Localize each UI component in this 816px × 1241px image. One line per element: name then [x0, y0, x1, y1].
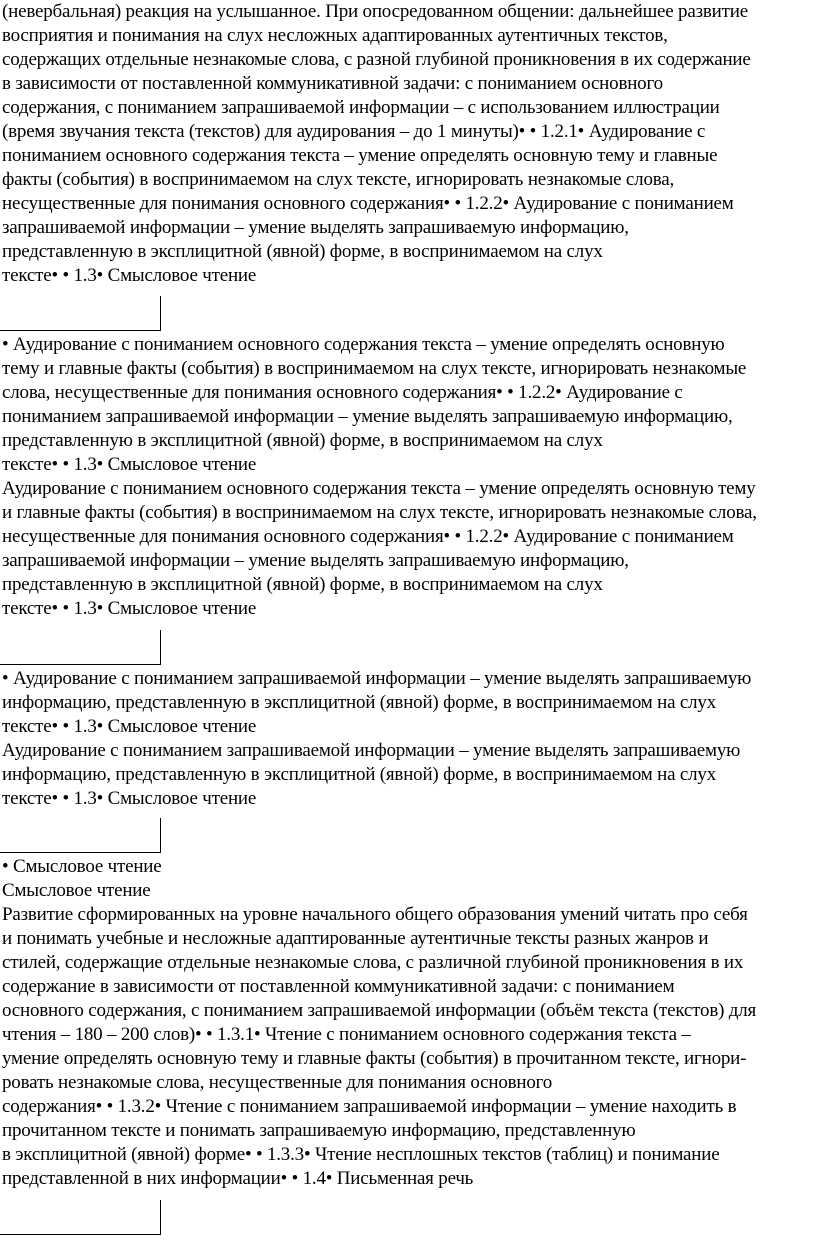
text-line: Развитие сформированных на уровне начального общего образования умений читать про себя: [2, 904, 748, 925]
text-line: несущественные для понимания основного содержания• • 1.2.2• Аудирование с пониманием: [2, 526, 734, 547]
text-line: умение определять основную тему и главные факты (события) в прочитанном тексте, игнори-: [2, 1048, 747, 1069]
text-line: восприятия и понимания на слух несложных адаптированных аутентичных текстов,: [2, 25, 668, 46]
text-line: (невербальная) реакция на услышанное. При опосредованном общении: дальнейшее развитие: [2, 1, 748, 22]
text-line: в эксплицитной (явной) форме• • 1.3.3• Чтение несплошных текстов (таблиц) и понимание: [2, 1144, 720, 1165]
text-line: • Аудирование с пониманием запрашиваемой информации – умение выделять запрашиваемую: [2, 668, 752, 689]
text-line: представленную в эксплицитной (явной) форме, в воспринимаемом на слух: [2, 574, 603, 595]
section-divider: [0, 630, 161, 665]
text-line: представленную в эксплицитной (явной) форме, в воспринимаемом на слух: [2, 430, 603, 451]
section-divider: [0, 1200, 161, 1235]
text-line: • Аудирование с пониманием основного содержания текста – умение определять основную: [2, 334, 725, 355]
text-line: и главные факты (события) в воспринимаемом на слух тексте, игнорировать незнакомые слова,: [2, 502, 757, 523]
text-line: запрашиваемой информации – умение выделять запрашиваемую информацию,: [2, 550, 629, 571]
text-line: стилей, содержащие отдельные незнакомые слова, с различной глубиной проникновения в их: [2, 952, 744, 973]
text-line: представленную в эксплицитной (явной) форме, в воспринимаемом на слух: [2, 241, 603, 262]
text-line: тексте• • 1.3• Смысловое чтение: [2, 716, 257, 737]
text-line: чтения – 180 – 200 слов)• • 1.3.1• Чтение с пониманием основного содержания текста –: [2, 1024, 691, 1045]
text-line: содержащих отдельные незнакомые слова, с разной глубиной проникновения в их содержание: [2, 49, 751, 70]
text-line: тексте• • 1.3• Смысловое чтение: [2, 598, 257, 619]
text-line: содержание в зависимости от поставленной коммуникативной задачи: с пониманием: [2, 976, 675, 997]
text-line: Смысловое чтение: [2, 880, 151, 901]
text-line: запрашиваемой информации – умение выделять запрашиваемую информацию,: [2, 217, 629, 238]
text-line: слова, несущественные для понимания основного содержания• • 1.2.2• Аудирование с: [2, 382, 683, 403]
text-line: тексте• • 1.3• Смысловое чтение: [2, 265, 257, 286]
text-line: информацию, представленную в эксплицитной (явной) форме, в воспринимаемом на слух: [2, 692, 716, 713]
text-line: ровать незнакомые слова, несущественные для понимания основного: [2, 1072, 553, 1093]
text-line: информацию, представленную в эксплицитной (явной) форме, в воспринимаемом на слух: [2, 764, 716, 785]
text-line: тексте• • 1.3• Смысловое чтение: [2, 788, 257, 809]
section-divider: [0, 296, 161, 331]
text-line: представленной в них информации• • 1.4• Письменная речь: [2, 1168, 474, 1189]
text-line: Аудирование с пониманием запрашиваемой информации – умение выделять запрашиваемую: [2, 740, 741, 761]
text-line: основного содержания, с пониманием запрашиваемой информации (объём текста (текстов) для: [2, 1000, 757, 1021]
text-line: факты (события) в воспринимаемом на слух тексте, игнорировать незнакомые слова,: [2, 169, 675, 190]
text-line: Аудирование с пониманием основного содержания текста – умение определять основную тему: [2, 478, 756, 499]
text-line: пониманием запрашиваемой информации – умение выделять запрашиваемую информацию,: [2, 406, 733, 427]
text-line: тему и главные факты (события) в воспринимаемом на слух тексте, игнорировать незнакомые: [2, 358, 747, 379]
text-line: и понимать учебные и несложные адаптированные аутентичные тексты разных жанров и: [2, 928, 709, 949]
text-line: (время звучания текста (текстов) для аудирования – до 1 минуты)• • 1.2.1• Аудирование с: [2, 121, 706, 142]
text-line: прочитанном тексте и понимать запрашиваемую информацию, представленную: [2, 1120, 636, 1141]
text-line: • Смысловое чтение: [2, 856, 162, 877]
text-line: содержания, с пониманием запрашиваемой информации – с использованием иллюстрации: [2, 97, 720, 118]
text-line: пониманием основного содержания текста – умение определять основную тему и главные: [2, 145, 718, 166]
section-divider: [0, 818, 161, 853]
text-line: несущественные для понимания основного содержания• • 1.2.2• Аудирование с пониманием: [2, 193, 734, 214]
text-line: в зависимости от поставленной коммуникативной задачи: с пониманием основного: [2, 73, 663, 94]
text-line: содержания• • 1.3.2• Чтение с пониманием запрашиваемой информации – умение находить в: [2, 1096, 737, 1117]
text-line: тексте• • 1.3• Смысловое чтение: [2, 454, 257, 475]
